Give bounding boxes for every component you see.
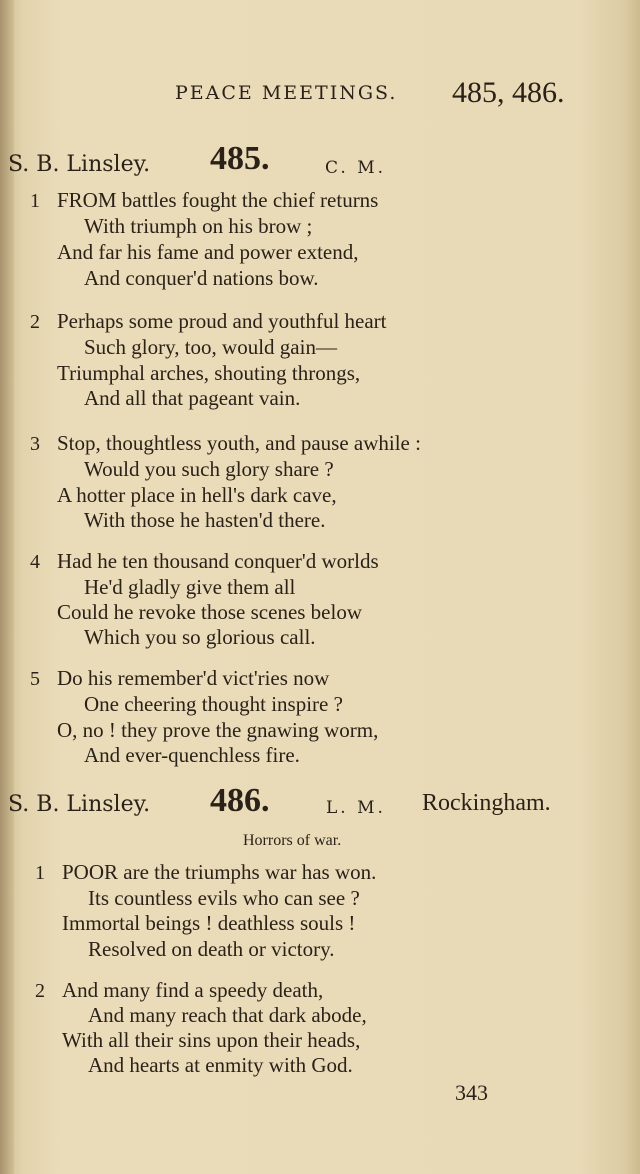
verse-line: Had he ten thousand conquer'd worlds [57,549,379,573]
verse-line: Resolved on death or victory. [88,937,335,961]
verse-line: With those he hasten'd there. [84,508,326,532]
verse-line: Triumphal arches, shouting throngs, [57,361,361,385]
hymn-485-number: 485. [210,140,270,177]
verse-line: With all their sins upon their heads, [62,1028,361,1052]
verse-number: 2 [30,311,40,333]
verse-line: A hotter place in hell's dark cave, [57,483,337,507]
running-head: PEACE MEETINGS. [175,82,398,104]
verse-line: FROM battles fought the chief returns [57,188,379,212]
verse-line: He'd gladly give them all [84,575,296,599]
hymn-486-number: 486. [210,782,270,819]
verse-line: Which you so glorious call. [84,625,316,649]
verse-number: 4 [30,551,40,573]
verse-line: Do his remember'd vict'ries now [57,666,330,690]
verse-line: One cheering thought inspire ? [84,692,343,716]
verse-line: And hearts at enmity with God. [88,1053,353,1077]
hymn-485-meter: C. M. [325,158,387,178]
verse-number: 1 [35,862,45,884]
verse-line: And many reach that dark abode, [88,1003,367,1027]
hymn-486-subtitle: Horrors of war. [243,832,342,849]
verse-line: Its countless evils who can see ? [88,886,360,910]
hymn-486-author: S. B. Linsley. [8,792,151,817]
verse-line: And many find a speedy death, [62,978,324,1002]
verse-line: With triumph on his brow ; [84,214,313,238]
verse-number: 2 [35,980,45,1002]
verse-line: O, no ! they prove the gnawing worm, [57,718,379,742]
verse-line: And far his fame and power extend, [57,240,359,264]
verse-line: Such glory, too, would gain— [84,335,337,359]
hymn-485-author: S. B. Linsley. [8,152,151,177]
page-number: 343 [455,1080,488,1105]
hymn-486-tune: Rockingham. [422,790,551,816]
verse-line: And ever-quenchless fire. [84,743,300,767]
verse-number: 5 [30,668,40,690]
verse-line: Stop, thoughtless youth, and pause awhile : [57,431,421,455]
verse-line: Immortal beings ! deathless souls ! [62,911,356,935]
verse-line: And conquer'd nations bow. [84,266,319,290]
verse-line: And all that pageant vain. [84,386,301,410]
verse-line: Could he revoke those scenes below [57,600,363,624]
verse-number: 3 [30,433,40,455]
verse-line: POOR are the triumphs war has won. [62,860,377,884]
verse-number: 1 [30,190,40,212]
running-hymn-numbers: 485, 486. [452,76,565,109]
verse-line: Perhaps some proud and youthful heart [57,309,387,333]
verse-line: Would you such glory share ? [84,457,334,481]
hymn-486-meter: L. M. [326,798,386,818]
